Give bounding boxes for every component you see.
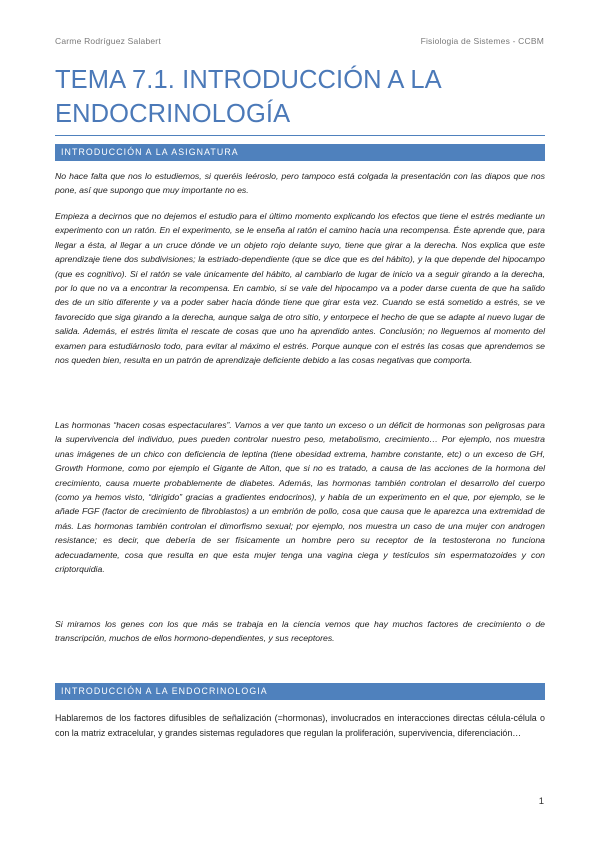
intro-note-paragraph: No hace falta que nos lo estudiemos, si queréis leéroslo, pero tampoco está colgada la presentación con las diapos que nos pone, así que supongo que muy importante no es. [55, 171, 545, 195]
section-heading-asignatura: INTRODUCCIÓN A LA ASIGNATURA [55, 144, 545, 161]
page-header [55, 36, 544, 46]
author-name: Carme Rodríguez Salabert [55, 36, 161, 46]
hormones-paragraph: Las hormonas “hacen cosas espectaculares”. Vamos a ver que tanto un exceso o un déficit de hormonas son peligrosas para la supervivencia del individuo, pues pueden controlar nuestro peso, metabolismo, crecimiento… Por ejemplo, nos muestra unas imágenes de un chico con deficiencia de leptina (tiene obesidad extrema, hambre constante, etc) o un exceso de GH, Growth Hormone, como por ejemplo el Gigante de Alton, que si no es tratado, a causa de las acciones de la hormona del crecimiento, causa muerte probablemente de diabetes. Además, las hormonas también controlan el desarrollo del cuerpo (como ya hemos visto, “dirigido” gracias a gradientes endocrinos), y habla de un experimento en el que, por ejemplo, se le añade FGF (factor de crecimiento de fibroblastos) a un embrión de pollo, cosa que causa que le aparezca una extremidad de más. Las hormonas también controlan el dimorfismo sexual; por ejemplo, nos muestra un caso de una mujer con androgen resistance; es decir, que debería de ser físicamente un hombre pero su receptor de la testosterona no funciona adecuadamente, cosa que resulta en que esta mujer tenga una vagina ciega y testículos sin espermatozoides y con criptorquidia. [55, 420, 545, 575]
stress-experiment-paragraph: Empieza a decirnos que no dejemos el estudio para el último momento explicando los efectos que tiene el estrés mediante un experimento con un ratón. En el experimento, se le enseña al ratón el camino hacia una recompensa. Éste aprende que, para llegar a ésta, al llegar a un cruce dónde ve un objeto rojo delante suyo, tiene que girar a la derecha. Nos explica que este aprendizaje tiene dos subdivisiones; la estriado-dependiente (que se dice que es del hábito), y la que depende del hipocampo (que es cognitivo). Si el ratón se vale únicamente del hábito, al cambiarlo de lugar de inicio va a seguir girando a la derecha, por lo que no va a encontrar la recompensa. En cambio, si se vale del hipocampo va a poder darse cuenta de que ha salido des de un sitio diferente y va a poder saber hacia dónde tiene que girar esta vez. Cuando se está sometido a estrés, se ve favorecido que siga girando a la derecha, aunque salga de otro sitio, y entorpece el hecho de que se adapte al nuevo lugar de salida. Además, el estrés limita el rescate de cosas que uno ha aprendido antes. Conclusión; no lleguemos al momento del examen para estudiárnoslo todo, para evitar al máximo el estrés. Porque aunque con el estrés las cosas que aprendemos se nos queden bien, resulta en un patrón de aprendizaje deficiente debido a las cosas negativas que comporta. [55, 211, 545, 366]
course-name: Fisiologia de Sistemes - CCBM [420, 36, 544, 46]
page-title: TEMA 7.1. INTRODUCCIÓN A LA ENDOCRINOLOGÍA [55, 66, 441, 128]
genes-paragraph: Si miramos los genes con los que más se trabaja en la ciencia vemos que hay muchos factores de crecimiento o de transcripción, muchos de ellos hormono-dependientes, y sus receptores. [55, 619, 545, 644]
endocrinology-intro-paragraph: Hablaremos de los factores difusibles de señalización (=hormonas), involucrados en interacciones directas célula-célula o con la matriz extracelular, y grandes sistemas reguladores que regulan la proliferación, supervivencia, diferenciación… [55, 713, 545, 739]
section-heading-endocrinologia: INTRODUCCIÓN A LA ENDOCRINOLOGIA [55, 683, 545, 700]
title-underline [55, 135, 545, 136]
page-number: 1 [538, 796, 544, 807]
